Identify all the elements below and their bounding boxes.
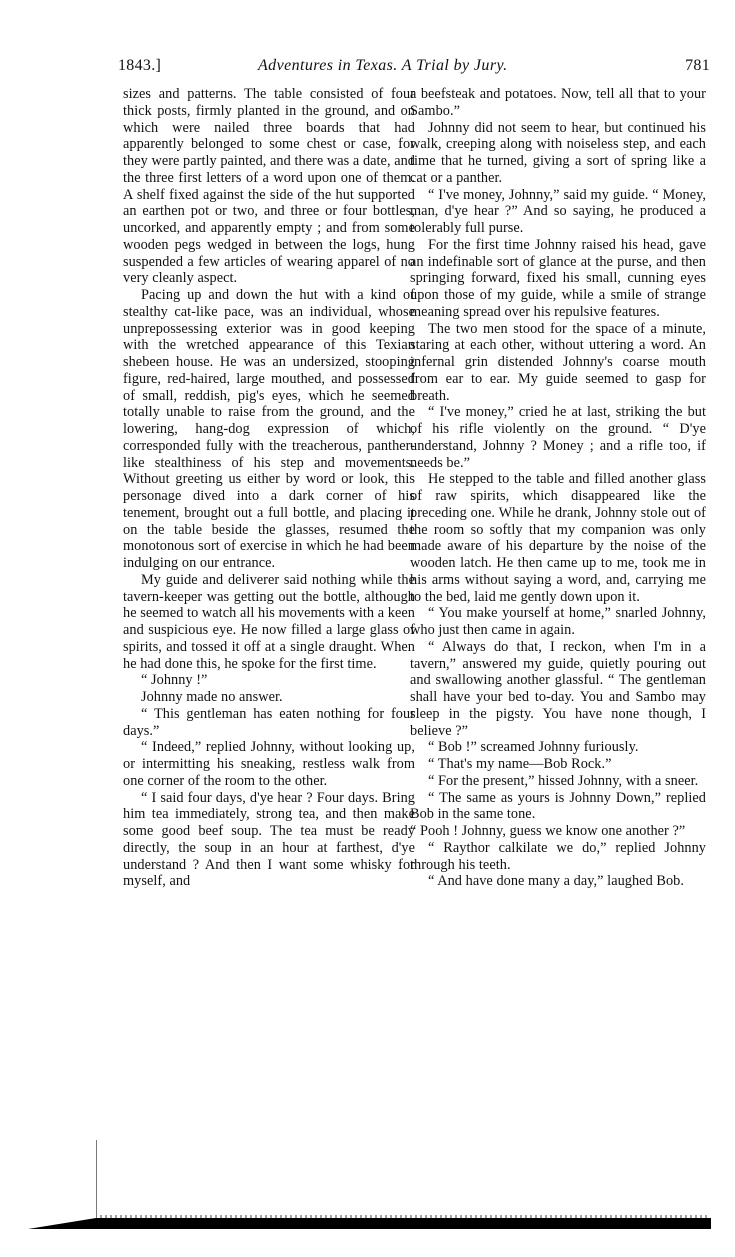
paragraph: Johnny did not seem to hear, but continued his walk, creeping along with noiseless step, and each time that he turned, giving a sort of spring like a cat or a panther. xyxy=(410,119,706,186)
running-head-year: 1843.] xyxy=(118,57,162,74)
paragraph: “ I've money, Johnny,” said my guide. “ Money, man, d'ye hear ?” And so saying, he produced a tolerably full purse. xyxy=(410,186,706,236)
running-head xyxy=(118,57,710,79)
paragraph: For the first time Johnny raised his head, gave an indefinable sort of glance at the purse, and then springing forward, fixed his small, cunning eyes upon those of my guide, while a smile of strange meaning spread over his repulsive features. xyxy=(410,236,706,320)
paragraph: “ Always do that, I reckon, when I'm in a tavern,” answered my guide, quietly pouring out and swallowing another glassful. “ The gentleman shall have your bed to-day. You and Sambo may sleep in the pigsty. You have none though, I believe ?” xyxy=(410,638,706,739)
paragraph: Pacing up and down the hut with a kind of stealthy cat-like pace, was an individual, whose unprepossessing exterior was in good keeping with the wretched appearance of this Texian shebeen house. He was an undersized, stooping figure, red-haired, large mouthed, and possessed of small, reddish, pig's eyes, which he seemed totally unable to raise from the ground, and the lowering, hang-dog expression of which, corresponded fully with the treacherous, panther-like stealthiness of his step and movements. Without greeting us either by word or look, this personage dived into a dark corner of his tenement, brought out a full bottle, and placing it on the table beside the glasses, resumed the monotonous sort of exercise in which he had been indulging on our entrance. xyxy=(123,287,415,571)
paragraph: “ Indeed,” replied Johnny, without looking up, or intermitting his sneaking, restless walk from one corner of the room to the other. xyxy=(123,739,415,789)
paragraph: “ Raythor calkilate we do,” replied Johnny through his teeth. xyxy=(410,839,706,873)
paragraph: “ Johnny !” xyxy=(141,672,208,689)
left-column xyxy=(123,86,415,890)
paragraph: “ And have done many a day,” laughed Bob. xyxy=(428,873,685,890)
paragraph: My guide and deliverer said nothing while the tavern-keeper was getting out the bottle, although he seemed to watch all his movements with a keen and suspicious eye. He now filled a large glass of spirits, and tossed it off at a single draught. When he had done this, he spoke for the first time. xyxy=(123,571,415,672)
paragraph: He stepped to the table and filled another glass of raw spirits, which disappeared like the preceding one. While he drank, Johnny stole out of the room so softly that my companion was only made aware of his departure by the noise of the wooden latch. He then came up to me, took me in his arms without saying a word, and, carrying me to the bed, laid me gently down upon it. xyxy=(410,471,706,605)
page-number: 781 xyxy=(685,57,710,74)
right-column xyxy=(410,86,706,890)
paragraph: Johnny made no answer. xyxy=(141,689,283,705)
paragraph: The two men stood for the space of a minute, staring at each other, without uttering a word. An infernal grin distended Johnny's coarse mouth from ear to ear. My guide seemed to gasp for breath. xyxy=(410,320,706,404)
binding-edge-bar xyxy=(96,1218,711,1229)
paragraph: “ I said four days, d'ye hear ? Four days. Bring him tea immediately, strong tea, and then make some good beef soup. The tea must be ready directly, the soup in an hour at farthest, d'ye understand ? And then I want some whisky for myself, and xyxy=(123,789,415,890)
paragraph: “ I've money,” cried he at last, striking the but of his rifle violently on the ground. “ D'ye understand, Johnny ? Money ; and a rifle too, if needs be.” xyxy=(410,404,706,471)
paragraph: “ The same as yours is Johnny Down,” replied Bob in the same tone. xyxy=(410,789,706,823)
binding-edge-line xyxy=(96,1140,97,1222)
paragraph: “ For the present,” hissed Johnny, with a sneer. xyxy=(428,772,699,789)
paragraph: sizes and patterns. The table consisted of four thick posts, firmly planted in the ground, and on which were nailed three boards that had apparently belonged to some chest or case, for they were partly painted, and there was a date, and the three first letters of a word upon one of them. A shelf fixed against the side of the hut supported an earthen pot or two, and three or four bottles, uncorked, and apparently empty ; and from some wooden pegs wedged in between the logs, hung suspended a few articles of wearing apparel of no very cleanly aspect. xyxy=(123,86,415,287)
paragraph: a beefsteak and potatoes. Now, tell all that to your Sambo.” xyxy=(410,86,706,119)
binding-edge-wedge xyxy=(28,1218,96,1229)
running-head-title: Adventures in Texas. A Trial by Jury. xyxy=(258,57,508,74)
paragraph: “ Bob !” screamed Johnny furiously. xyxy=(428,739,639,756)
paragraph: “ This gentleman has eaten nothing for four days.” xyxy=(123,705,415,739)
paragraph: “ Pooh ! Johnny, guess we know one another ?” xyxy=(410,823,686,839)
paragraph: “ You make yourself at home,” snarled Johnny, who just then came in again. xyxy=(410,605,706,638)
paragraph: “ That's my name—Bob Rock.” xyxy=(428,756,612,772)
